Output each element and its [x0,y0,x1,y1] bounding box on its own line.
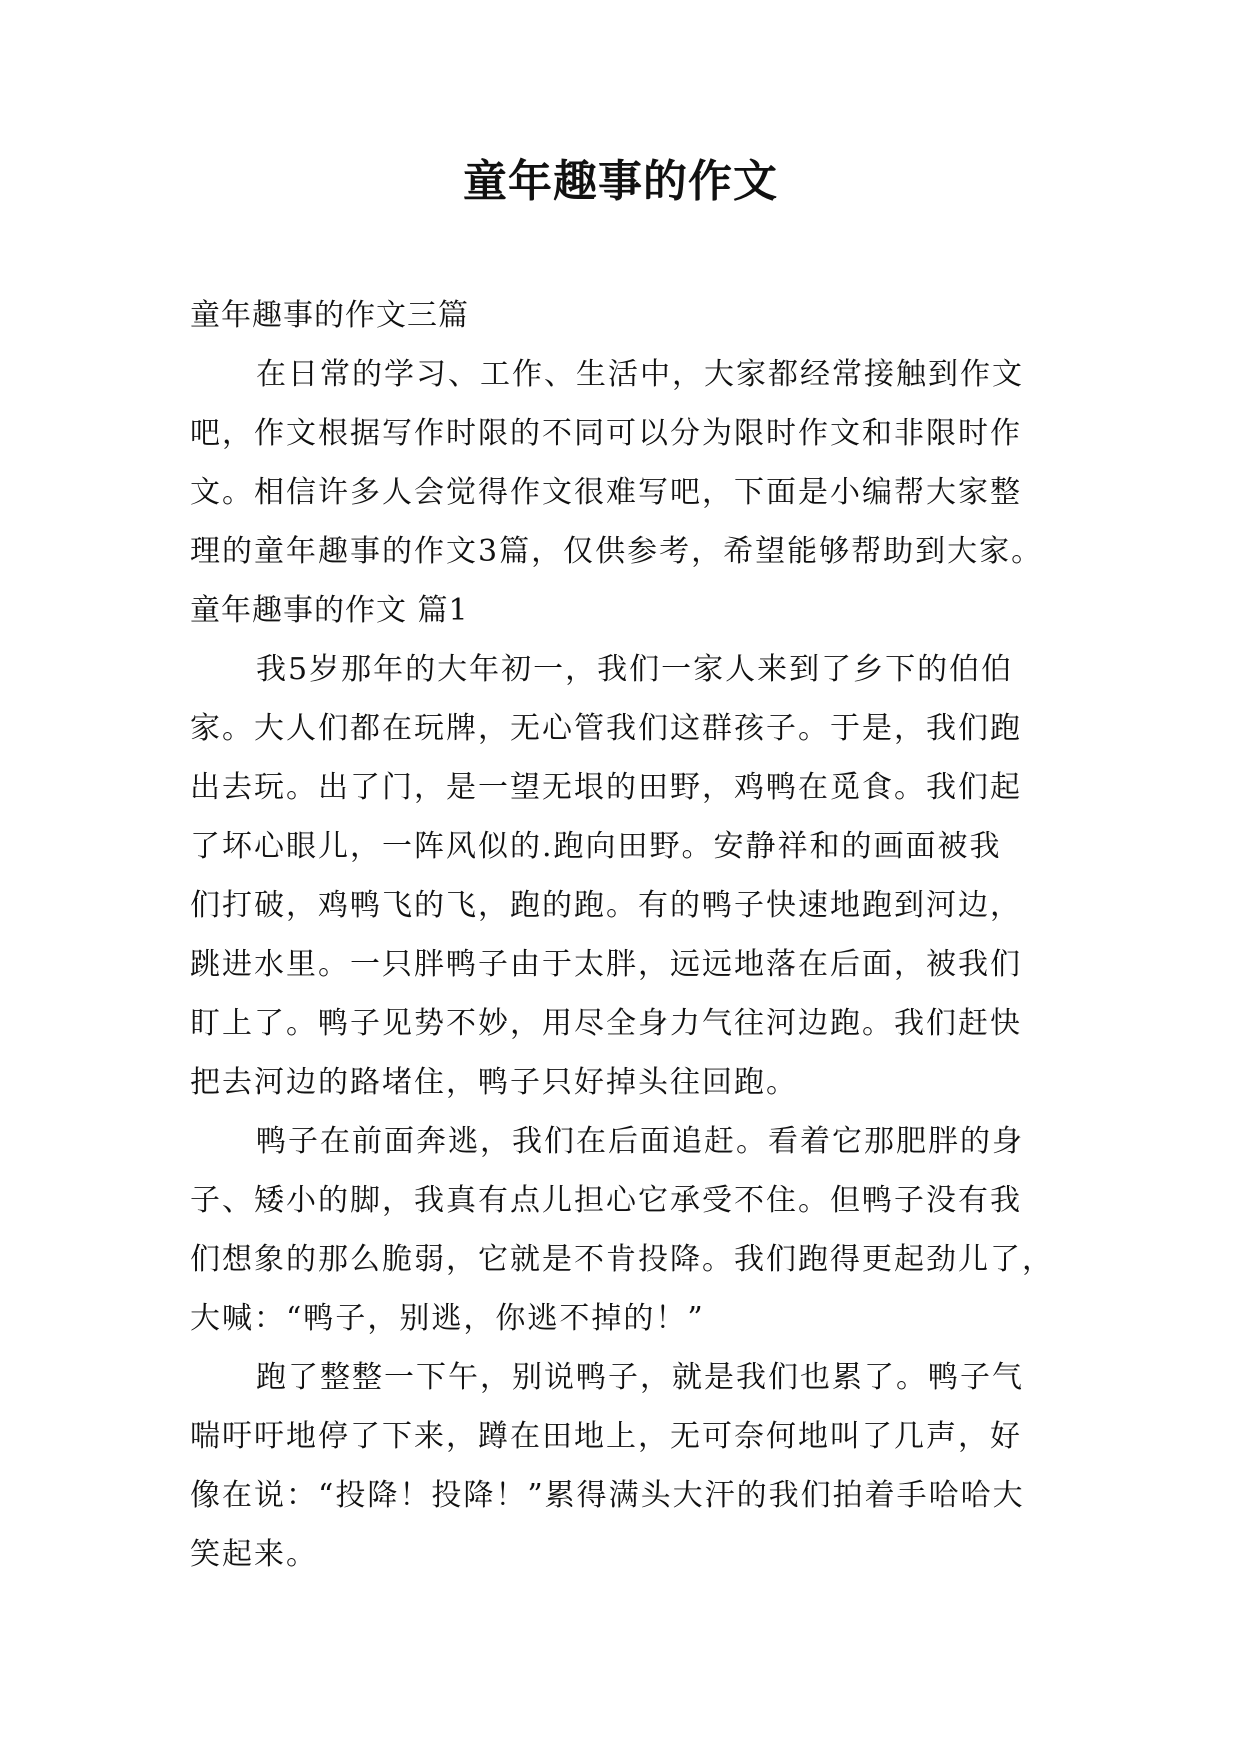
paragraph-line: 我5岁那年的大年初一，我们一家人来到了乡下的伯伯 [256,652,1014,687]
paragraph-line: 在日常的学习、工作、生活中，大家都经常接触到作文 [256,357,1024,392]
paragraph-line: 们想象的那么脆弱，它就是不肯投降。我们跑得更起劲儿了， [190,1242,1054,1277]
paragraph-line: 鸭子在前面奔逃，我们在后面追赶。看着它那肥胖的身 [256,1124,1024,1159]
section-heading: 童年趣事的作文 篇1 [190,593,469,628]
document-body [190,286,1056,1584]
paragraph-line: 吧，作文根据写作时限的不同可以分为限时作文和非限时作 [190,416,1022,451]
paragraph-line: 像在说：“投降！投降！”累得满头大汗的我们拍着手哈哈大 [190,1478,1025,1513]
paragraph-line: 们打破，鸡鸭飞的飞，跑的跑。有的鸭子快速地跑到河边， [190,888,1022,923]
section-heading: 童年趣事的作文三篇 [190,298,469,333]
paragraph-line: 家。大人们都在玩牌，无心管我们这群孩子。于是，我们跑 [190,711,1022,746]
paragraph-line: 了坏心眼儿，一阵风似的.跑向田野。安静祥和的画面被我 [190,829,1002,864]
paragraph-line: 文。相信许多人会觉得作文很难写吧，下面是小编帮大家整 [190,475,1022,510]
paragraph-line: 理的童年趣事的作文3篇，仅供参考，希望能够帮助到大家。 [190,534,1044,569]
paragraph-line: 子、矮小的脚，我真有点儿担心它承受不住。但鸭子没有我 [190,1183,1022,1218]
paragraph-line: 把去河边的路堵住，鸭子只好掉头往回跑。 [190,1065,798,1100]
paragraph-line: 盯上了。鸭子见势不妙，用尽全身力气往河边跑。我们赶快 [190,1006,1022,1041]
paragraph-line: 跑了整整一下午，别说鸭子，就是我们也累了。鸭子气 [256,1360,1024,1395]
paragraph-line: 出去玩。出了门，是一望无垠的田野，鸡鸭在觅食。我们起 [190,770,1022,805]
document-title: 童年趣事的作文 [463,156,778,207]
paragraph-line: 笑起来。 [190,1537,318,1572]
paragraph-line: 喘吁吁地停了下来，蹲在田地上，无可奈何地叫了几声，好 [190,1419,1022,1454]
paragraph-line: 跳进水里。一只胖鸭子由于太胖，远远地落在后面，被我们 [190,947,1022,982]
paragraph-line: 大喊：“鸭子，别逃，你逃不掉的！” [190,1301,705,1336]
